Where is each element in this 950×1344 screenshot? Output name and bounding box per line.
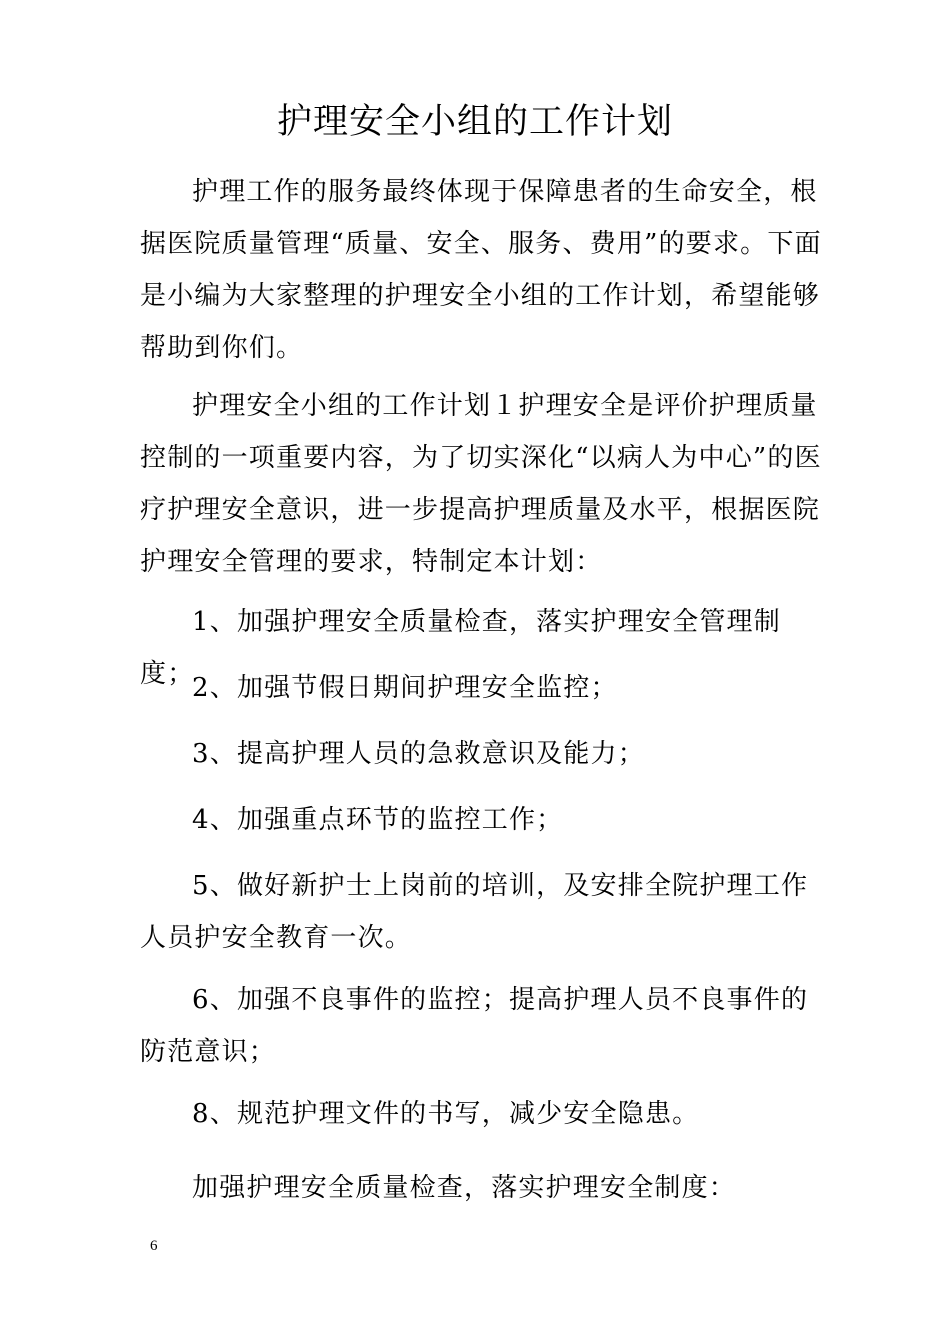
list-item: 8、规范护理文件的书写，减少安全隐患。 [192, 1099, 700, 1129]
plan-paragraph: 护理安全小组的工作计划１护理安全是评价护理质量控制的一项重要内容，为了切实深化“以病人为中心”的医疗护理安全意识，进一步提高护理质量及水平，根据医院护理安全管理的要求，特制定本计划： [140, 391, 822, 577]
list-item: 3、提高护理人员的急救意识及能力； [192, 739, 645, 769]
list-item: 6、加强不良事件的监控；提高护理人员不良事件的防范意识； [140, 985, 809, 1067]
document-title: 护理安全小组的工作计划 [276, 102, 673, 142]
list-item: 1、加强护理安全质量检查，落实护理安全管理制度； [140, 607, 781, 689]
intro-paragraph: 护理工作的服务最终体现于保障患者的生命安全，根据医院质量管理“质量、安全、服务、费用”的要求。下面是小编为大家整理的护理安全小组的工作计划，希望能够帮助到你们。 [140, 177, 822, 363]
list-item: 4、加强重点环节的监控工作； [192, 805, 564, 835]
list-item: 2、加强节假日期间护理安全监控； [192, 673, 618, 703]
closing-paragraph: 加强护理安全质量检查，落实护理安全制度： [192, 1173, 737, 1203]
page-number: 6 [150, 1238, 158, 1254]
list-item: 5、做好新护士上岗前的培训，及安排全院护理工作人员护安全教育一次。 [140, 871, 809, 953]
